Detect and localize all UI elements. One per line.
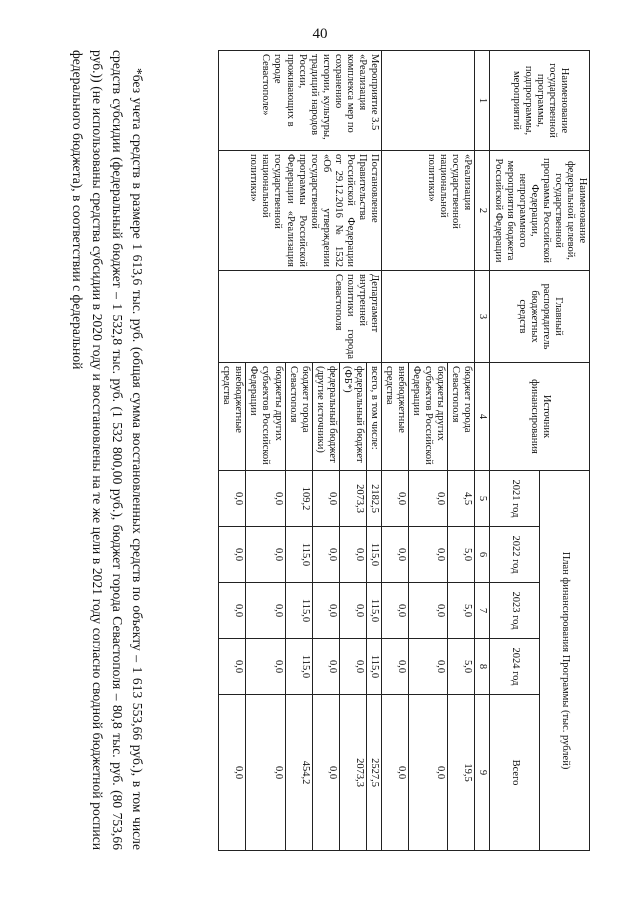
row-distributor-cell <box>382 271 475 363</box>
row-distributor-cell: Департамент внутренней политики города Севастополя <box>219 271 382 363</box>
total-cell: 0,0 <box>409 695 448 851</box>
source-cell: бюджет города Севастополя <box>448 363 475 471</box>
footnote-text: *без учета средств в размере 1 613,6 тыс. руб. (общая сумма восстановленных средств по объекту – 1 613 553,66 руб.), в том числе средств субсидии (федеральный бюджет – 1 532,8 тыс. руб. (1 532 800,00 руб.), бюджет города Севастополя – 80,8 тыс. руб. (80 753,66 руб.)) (не использованы средства субсидии в 2020 году и восстановлены на те же цели в 2021 году согласно сводной бюджетной росписи федерального бюджета), в соответствии с федеральной <box>70 50 145 850</box>
source-cell: федеральный бюджет (ФБ*) <box>339 363 366 471</box>
value-cell: 0,0 <box>312 639 339 695</box>
source-cell: федеральный бюджет (другие источники) <box>312 363 339 471</box>
index-cell: 5 <box>475 471 490 527</box>
table-row <box>448 51 475 851</box>
value-cell: 0,0 <box>219 471 246 527</box>
header-year: 2024 год <box>490 639 540 695</box>
rotated-page-content <box>60 50 590 850</box>
value-cell: 4,5 <box>448 471 475 527</box>
financing-table <box>218 50 590 851</box>
row-program-cell: Постановление Правительства Российской Федерации от 29.12.2016 № 1532 «Об утверждении государственной программы Российской Федерации «Реализация государственной национальной политики» <box>219 151 382 271</box>
index-row <box>475 51 490 851</box>
total-cell: 19,5 <box>448 695 475 851</box>
header-distributor: Главный распорядитель бюджетных средств <box>490 271 590 363</box>
index-cell: 1 <box>475 51 490 151</box>
row-name-cell: Мероприятие 3.5 «Реализация комплекса мер по сохранению истории, культуры, традиций народов России, проживающих в городе Севастополе» <box>219 51 382 151</box>
footnote <box>67 50 147 850</box>
total-cell: 2073,3 <box>339 695 366 851</box>
value-cell: 0,0 <box>312 471 339 527</box>
total-cell: 2527,5 <box>366 695 381 851</box>
page-number: 40 <box>312 26 328 42</box>
index-cell: 6 <box>475 527 490 583</box>
source-cell: внебюджетные средства <box>219 363 246 471</box>
total-cell: 0,0 <box>219 695 246 851</box>
value-cell: 0,0 <box>312 527 339 583</box>
index-cell: 9 <box>475 695 490 851</box>
value-cell: 0,0 <box>409 639 448 695</box>
value-cell: 5,0 <box>448 527 475 583</box>
value-cell: 0,0 <box>409 471 448 527</box>
value-cell: 0,0 <box>382 583 409 639</box>
header-year: 2023 год <box>490 583 540 639</box>
header-source: Источник финансирования <box>490 363 590 471</box>
value-cell: 0,0 <box>339 583 366 639</box>
header-total: Всего <box>490 695 540 851</box>
total-cell: 454,2 <box>285 695 312 851</box>
header-program-name: Наименование государственной программы, подпрограммы, мероприятий <box>490 51 590 151</box>
value-cell: 0,0 <box>409 527 448 583</box>
value-cell: 0,0 <box>382 639 409 695</box>
value-cell: 5,0 <box>448 639 475 695</box>
table-row <box>366 51 381 851</box>
header-federal-program: Наименование федеральной целевой, государственной программы Российской Федерации, непрограммного мероприятия бюджета Российской Федерации <box>490 151 590 271</box>
value-cell: 0,0 <box>219 527 246 583</box>
source-cell: бюджет города Севастополя <box>285 363 312 471</box>
value-cell: 115,0 <box>366 527 381 583</box>
header-year: 2021 год <box>490 471 540 527</box>
value-cell: 0,0 <box>219 639 246 695</box>
header-year: 2022 год <box>490 527 540 583</box>
source-cell: бюджеты других субъектов Российской Федерации <box>409 363 448 471</box>
value-cell: 0,0 <box>246 471 285 527</box>
value-cell: 0,0 <box>312 583 339 639</box>
value-cell: 115,0 <box>285 583 312 639</box>
value-cell: 0,0 <box>382 471 409 527</box>
value-cell: 115,0 <box>285 527 312 583</box>
value-cell: 0,0 <box>339 527 366 583</box>
value-cell: 2182,5 <box>366 471 381 527</box>
value-cell: 2073,3 <box>339 471 366 527</box>
index-cell: 3 <box>475 271 490 363</box>
value-cell: 0,0 <box>246 527 285 583</box>
value-cell: 115,0 <box>366 583 381 639</box>
header-plan: План финансирования Программы (тыс. рублей) <box>540 471 590 851</box>
index-cell: 4 <box>475 363 490 471</box>
total-cell: 0,0 <box>312 695 339 851</box>
header-row <box>540 51 590 851</box>
value-cell: 115,0 <box>366 639 381 695</box>
source-cell: внебюджетные средства <box>382 363 409 471</box>
value-cell: 0,0 <box>219 583 246 639</box>
index-cell: 2 <box>475 151 490 271</box>
index-cell: 7 <box>475 583 490 639</box>
value-cell: 0,0 <box>246 583 285 639</box>
row-program-cell: «Реализация государственной национальной политики» <box>382 151 475 271</box>
row-name-cell <box>382 51 475 151</box>
total-cell: 0,0 <box>246 695 285 851</box>
source-cell: всего, в том числе: <box>366 363 381 471</box>
value-cell: 5,0 <box>448 583 475 639</box>
source-cell: бюджеты других субъектов Российской Федерации <box>246 363 285 471</box>
total-cell: 0,0 <box>382 695 409 851</box>
value-cell: 0,0 <box>382 527 409 583</box>
value-cell: 0,0 <box>339 639 366 695</box>
value-cell: 0,0 <box>409 583 448 639</box>
value-cell: 0,0 <box>246 639 285 695</box>
value-cell: 115,0 <box>285 639 312 695</box>
index-cell: 8 <box>475 639 490 695</box>
value-cell: 109,2 <box>285 471 312 527</box>
